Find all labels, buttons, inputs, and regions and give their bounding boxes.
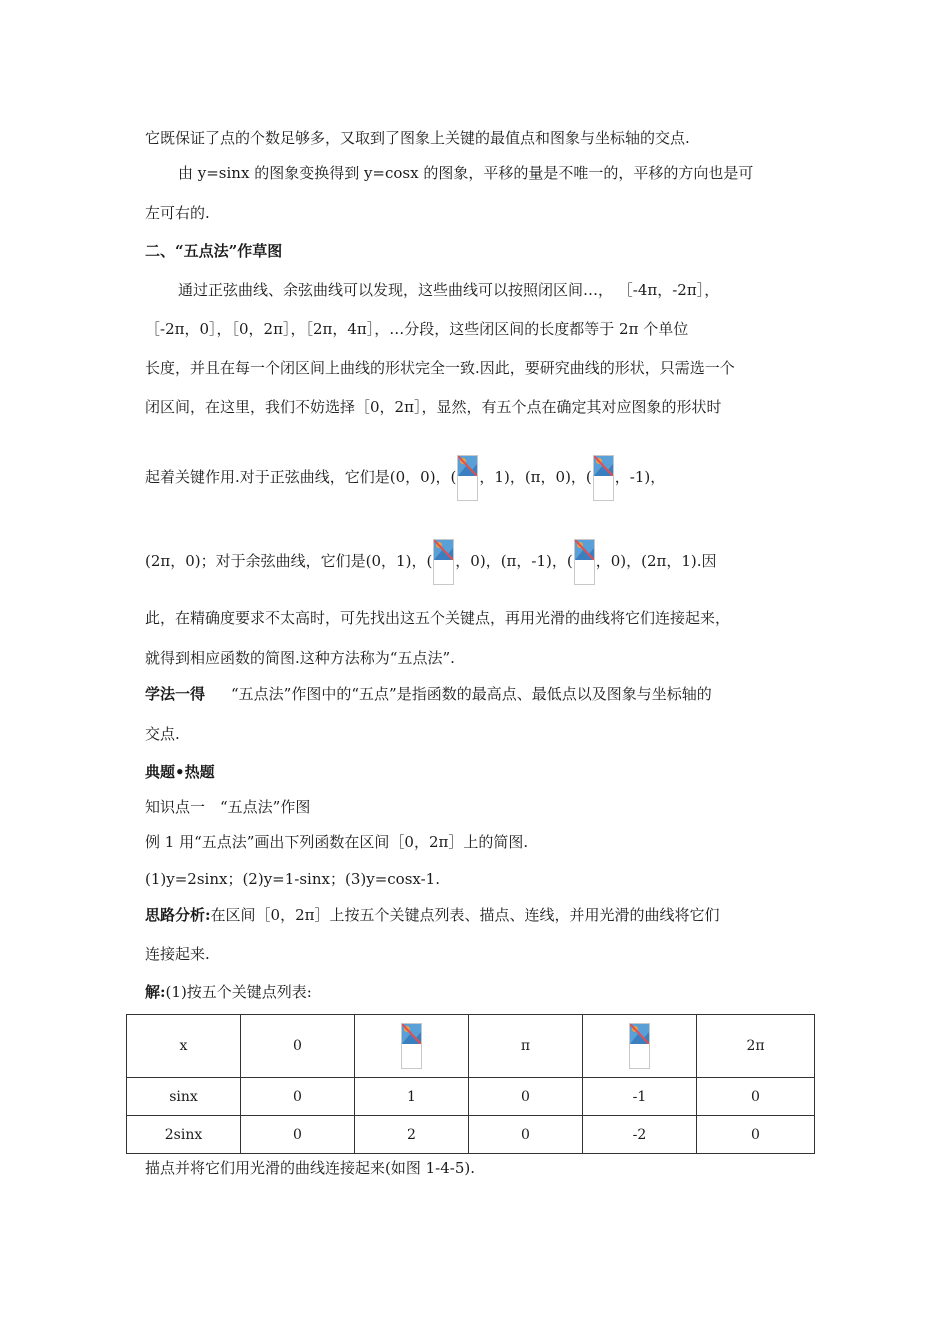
- broken-image-icon: [593, 455, 614, 501]
- section-heading: 二、“五点法”作草图: [145, 242, 283, 260]
- analysis-label: 思路分析:: [145, 906, 211, 924]
- paragraph-line: 此，在精确度要求不太高时，可先找出这五个关键点，再用光滑的曲线将它们连接起来，: [145, 609, 731, 627]
- broken-image-icon: [457, 455, 478, 501]
- text-run: ，0)，(π，-1)，(: [455, 552, 573, 570]
- table-cell: 0: [697, 1116, 815, 1154]
- text-run: ，0)，(2π，1).因: [595, 552, 717, 570]
- solution-label: 解:: [145, 983, 166, 1001]
- example-title: 例 1 用“五点法”画出下列函数在区间［0，2π］上的简图.: [145, 833, 529, 851]
- broken-image-icon: [629, 1023, 650, 1069]
- paragraph-line: 通过正弦曲线、余弦曲线可以发现，这些曲线可以按照闭区间…， ［-4π，-2π］，: [178, 281, 720, 299]
- analysis-text: 在区间［0，2π］上按五个关键点列表、描点、连线，并用光滑的曲线将它们: [210, 906, 720, 924]
- analysis-paragraph: [145, 905, 720, 925]
- table-cell: 2: [355, 1116, 469, 1154]
- paragraph-line: 长度，并且在每一个闭区间上曲线的形状完全一致.因此，要研究曲线的形状，只需选一个: [145, 359, 735, 377]
- paragraph-line: 由 y=sinx 的图象变换得到 y=cosx 的图象，平移的量是不唯一的，平移的方向也是可: [178, 164, 754, 182]
- paragraph-line: 闭区间，在这里，我们不妨选择［0，2π］，显然，有五个点在确定其对应图象的形状时: [145, 398, 722, 416]
- table-cell: 2π: [697, 1015, 815, 1078]
- table-cell: π: [469, 1015, 583, 1078]
- table-header-row: [127, 1015, 815, 1078]
- paragraph-line: 交点.: [145, 725, 180, 743]
- paragraph-line-sine-points: [145, 452, 665, 504]
- paragraph-line: 左可右的.: [145, 204, 210, 222]
- paragraph-line: 它既保证了点的个数足够多，又取到了图象上关键的最值点和图象与坐标轴的交点.: [145, 129, 690, 147]
- text-run: ，1)，(π，0)，(: [479, 468, 592, 486]
- table-row: [127, 1078, 815, 1116]
- section-title: 典题•热题: [145, 763, 215, 781]
- text-run: ，-1)，: [614, 468, 666, 486]
- key-points-table: [126, 1014, 815, 1154]
- tip-text: “五点法”作图中的“五点”是指函数的最高点、最低点以及图象与坐标轴的: [231, 685, 712, 703]
- broken-image-icon: [574, 539, 595, 585]
- table-cell: -1: [583, 1078, 697, 1116]
- table-cell: x: [127, 1015, 241, 1078]
- table-cell: 0: [241, 1015, 355, 1078]
- table-cell: 0: [241, 1078, 355, 1116]
- function-list: (1)y=2sinx；(2)y=1-sinx；(3)y=cosx-1.: [145, 870, 440, 888]
- table-cell: 0: [469, 1116, 583, 1154]
- table-cell: 0: [469, 1078, 583, 1116]
- table-cell: sinx: [127, 1078, 241, 1116]
- paragraph-line: 就得到相应函数的简图.这种方法称为“五点法”.: [145, 649, 455, 667]
- broken-image-icon: [401, 1023, 422, 1069]
- table-cell: 0: [697, 1078, 815, 1116]
- table-cell: 1: [355, 1078, 469, 1116]
- tip-label: 学法一得: [145, 685, 206, 703]
- paragraph-line: ［-2π，0］，［0，2π］，［2π，4π］，…分段，这些闭区间的长度都等于 2π 个单位: [145, 320, 689, 338]
- solution-text: (1)按五个关键点列表:: [165, 983, 312, 1001]
- table-cell: 2sinx: [127, 1116, 241, 1154]
- knowledge-point: 知识点一 “五点法”作图: [145, 798, 311, 816]
- table-cell: -2: [583, 1116, 697, 1154]
- paragraph-line: 描点并将它们用光滑的曲线连接起来(如图 1-4-5).: [145, 1159, 476, 1177]
- paragraph-line: 连接起来.: [145, 945, 210, 963]
- text-run: 起着关键作用.对于正弦曲线，它们是(0，0)，(: [145, 468, 457, 486]
- table-row: [127, 1116, 815, 1154]
- broken-image-icon: [433, 539, 454, 585]
- tip-paragraph: [145, 684, 712, 704]
- table-cell: [583, 1015, 697, 1078]
- solution-paragraph: [145, 982, 312, 1002]
- table-cell: [355, 1015, 469, 1078]
- text-run: (2π，0)；对于余弦曲线，它们是(0，1)，(: [145, 552, 433, 570]
- table-cell: 0: [241, 1116, 355, 1154]
- paragraph-line-cosine-points: [145, 536, 717, 588]
